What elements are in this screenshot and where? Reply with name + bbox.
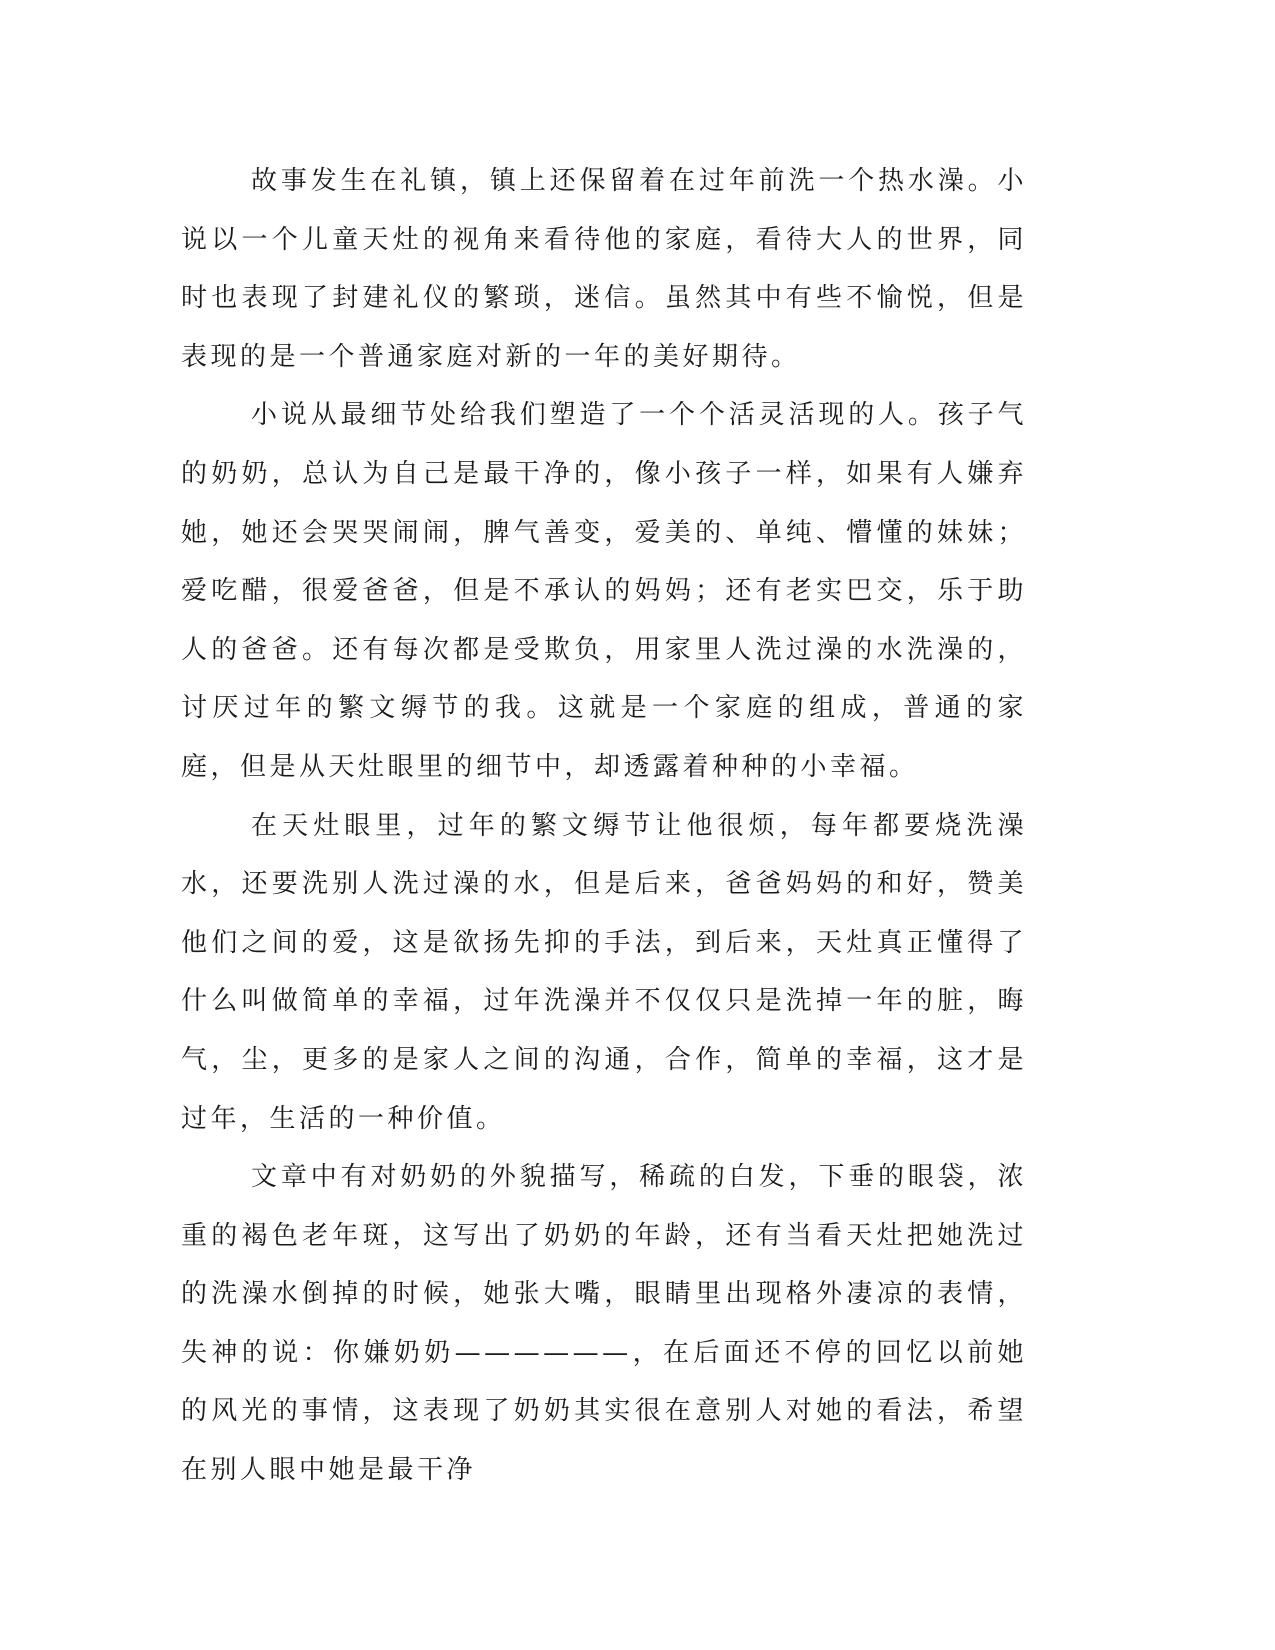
document-body — [181, 152, 1027, 1500]
paragraph-3: 在天灶眼里，过年的繁文缛节让他很烦，每年都要烧洗澡水，还要洗别人洗过澡的水，但是后来，爸爸妈妈的和好，赞美他们之间的爱，这是欲扬先抑的手法，到后来，天灶真正懂得了什么叫做简单的幸福，过年洗澡并不仅仅只是洗掉一年的脏，晦气，尘，更多的是家人之间的沟通，合作，简单的幸福，这才是过年，生活的一种价值。 — [181, 810, 1027, 1134]
paragraph-2: 小说从最细节处给我们塑造了一个个活灵活现的人。孩子气的奶奶，总认为自己是最干净的，像小孩子一样，如果有人嫌弃她，她还会哭哭闹闹，脾气善变，爱美的、单纯、懵懂的妹妹；爱吃醋，很爱爸爸，但是不承认的妈妈；还有老实巴交，乐于助人的爸爸。还有每次都是受欺负，用家里人洗过澡的水洗澡的，讨厌过年的繁文缛节的我。这就是一个家庭的组成，普通的家庭，但是从天灶眼里的细节中，却透露着种种的小幸福。 — [181, 400, 1027, 782]
paragraph-1: 故事发生在礼镇，镇上还保留着在过年前洗一个热水澡。小说以一个儿童天灶的视角来看待他的家庭，看待大人的世界，同时也表现了封建礼仪的繁琐，迷信。虽然其中有些不愉悦，但是表现的是一个普通家庭对新的一年的美好期待。 — [181, 166, 1027, 372]
paragraph-4: 文章中有对奶奶的外貌描写，稀疏的白发，下垂的眼袋，浓重的褐色老年斑，这写出了奶奶的年龄，还有当看天灶把她洗过的洗澡水倒掉的时候，她张大嘴，眼睛里出现格外凄凉的表情，失神的说：你嫌奶奶——————，在后面还不停的回忆以前她的风光的事情，这表现了奶奶其实很在意别人对她的看法，希望在别人眼中她是最干净 — [181, 1162, 1027, 1486]
